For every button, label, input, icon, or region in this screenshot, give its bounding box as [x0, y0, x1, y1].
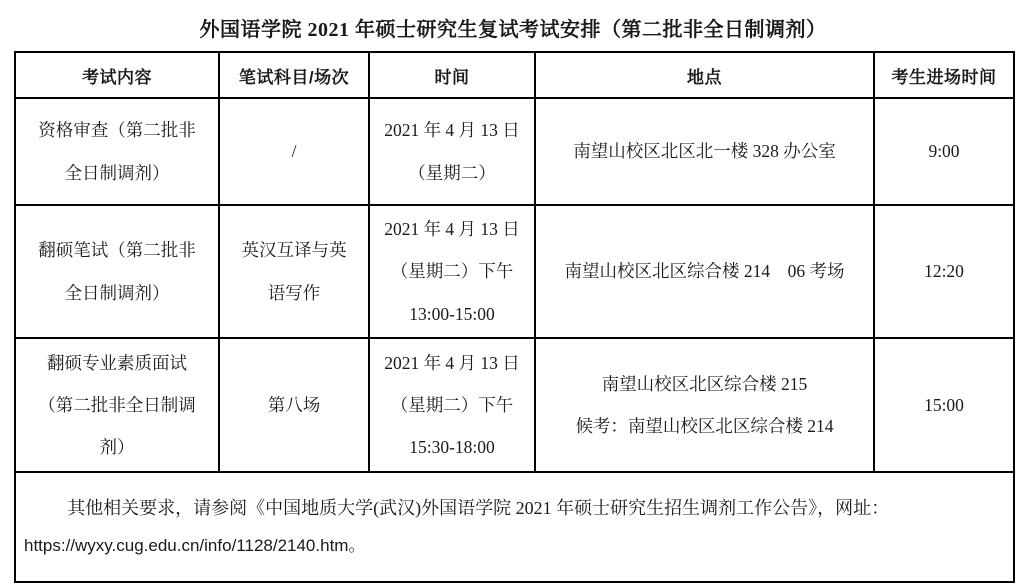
- cell-text: 2021 年 4 月 13 日: [384, 120, 520, 141]
- cell-text: 9:00: [928, 141, 960, 162]
- cell-text: 南望山校区北区综合楼 214 06 考场: [564, 261, 845, 282]
- exam-content-cell: [15, 205, 219, 338]
- cell-text: 候考：南望山校区北区综合楼 214: [575, 416, 834, 437]
- cell-text: （星期二）下午: [390, 394, 514, 415]
- cell-text: 翻硕专业素质面试: [47, 352, 187, 373]
- cell-text: 南望山校区北区综合楼 215: [601, 373, 808, 394]
- cell-text: 12:20: [924, 261, 964, 282]
- cell-text: （星期二）: [408, 162, 496, 183]
- footer-note-text: 其他相关要求，请参阅《中国地质大学(武汉)外国语学院 2021 年硕士研究生招生调剂工作公告》，网址：: [67, 498, 890, 519]
- table-footer-row: [15, 472, 1014, 582]
- cell-text: （第二批非全日制调: [38, 394, 196, 415]
- table-row: [15, 338, 1014, 472]
- cell-text: 语写作: [267, 282, 321, 303]
- location-cell: [535, 205, 874, 338]
- cell-text: 13:00-15:00: [409, 303, 495, 324]
- cell-text: （星期二）下午: [390, 261, 514, 282]
- time-cell: [369, 205, 535, 338]
- cell-text: 剂）: [99, 437, 135, 458]
- footer-note-url: https://wyxy.cug.edu.cn/info/1128/2140.htm。: [24, 536, 366, 556]
- cell-text: /: [291, 141, 297, 162]
- cell-text: 英汉互译与英: [241, 240, 347, 261]
- exam-content-cell: [15, 338, 219, 472]
- cell-text: 全日制调剂）: [64, 282, 170, 303]
- header-written-subject: 笔试科目/场次: [219, 52, 369, 98]
- cell-text: 资格审查（第二批非: [38, 120, 196, 141]
- cell-text: 翻硕笔试（第二批非: [38, 240, 196, 261]
- page-title: 外国语学院 2021 年硕士研究生复试考试安排（第二批非全日制调剂）: [199, 19, 827, 41]
- time-cell: [369, 98, 535, 205]
- cell-text: 2021 年 4 月 13 日: [384, 219, 520, 239]
- entry-time-cell: [874, 98, 1014, 205]
- exam-schedule-table: [14, 51, 1015, 583]
- entry-time-cell: [874, 338, 1014, 472]
- header-time: 时间: [369, 52, 535, 98]
- table-header-row: [15, 52, 1014, 98]
- table-row: [15, 98, 1014, 205]
- footer-note-cell: [15, 472, 1014, 582]
- time-cell: [369, 338, 535, 472]
- written-subject-cell: [219, 98, 369, 205]
- cell-text: 第八场: [267, 394, 321, 415]
- location-cell: [535, 338, 874, 472]
- cell-text: 南望山校区北区北一楼 328 办公室: [573, 141, 836, 162]
- header-location: 地点: [535, 52, 874, 98]
- exam-content-cell: [15, 98, 219, 205]
- header-entry-time: 考生进场时间: [874, 52, 1014, 98]
- header-exam-content: 考试内容: [15, 52, 219, 98]
- written-subject-cell: [219, 205, 369, 338]
- written-subject-cell: [219, 338, 369, 472]
- cell-text: 全日制调剂）: [64, 162, 170, 183]
- cell-text: 15:30-18:00: [409, 437, 495, 458]
- cell-text: 15:00: [924, 394, 964, 415]
- cell-text: 2021 年 4 月 13 日: [384, 352, 520, 373]
- location-cell: [535, 98, 874, 205]
- table-row: [15, 205, 1014, 338]
- entry-time-cell: [874, 205, 1014, 338]
